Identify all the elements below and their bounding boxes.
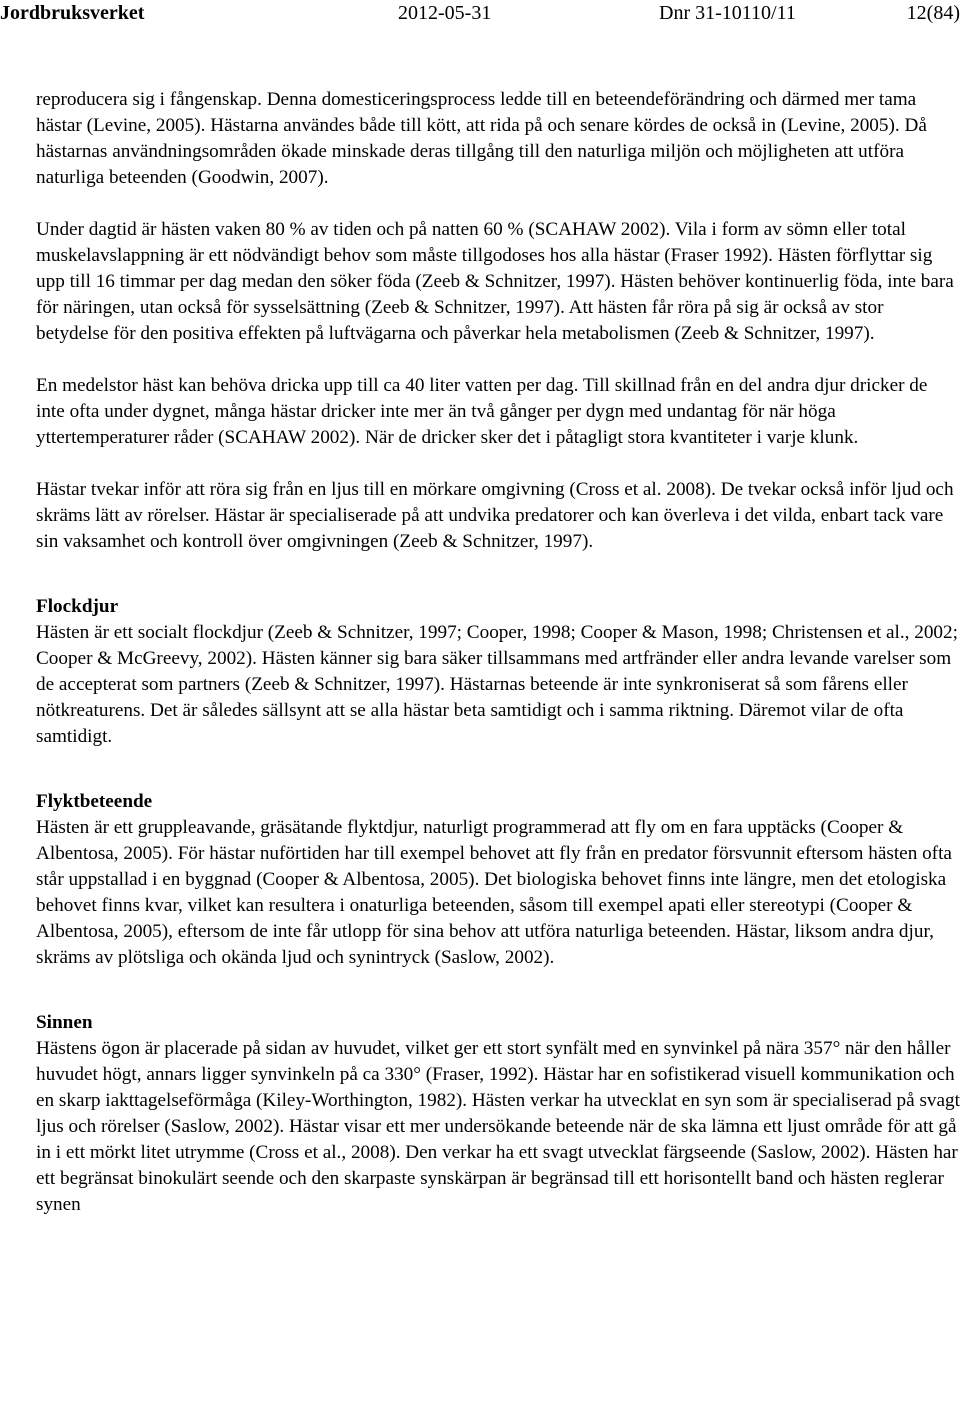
section-text-flockdjur: Hästen är ett socialt flockdjur (Zeeb & Schnitzer, 1997; Cooper, 1998; Cooper & Mason, 1998; Christensen et al., 2002; Cooper & McGreevy, 2002). Hästen känner sig bara säker tillsammans med artfränder eller andra levande varelser som de accepterat som partners (Zeeb & Schnitzer, 1997). Hästarnas beteende är inte synkroniserat så som fårens eller nötkreaturens. Det är således sällsynt att se alla hästar beta samtidigt och i samma riktning. Däremot vilar de ofta samtidigt. [36,622,958,747]
section-heading-sinnen: Sinnen [36,1012,93,1033]
paragraph-domestication: reproducera sig i fångenskap. Denna domesticeringsprocess ledde till en beteendeförändring och därmed mer tama hästar (Levine, 2005). Hästarna användes både till kött, att rida på och senare kördes de också in (Levine, 2005). Då hästarnas användningsområden ökade minskade deras tillgång till den naturliga miljön och möjligheten att utföra naturliga beteenden (Goodwin, 2007). [36,89,927,188]
section-heading-flyktbeteende: Flyktbeteende [36,791,153,812]
header-date: 2012-05-31 [398,2,492,24]
document-body [36,87,960,1218]
section-flyktbeteende [36,789,960,971]
paragraph-vigilance: Hästar tvekar inför att röra sig från en ljus till en mörkare omgivning (Cross et al. 2008). De tvekar också inför ljud och skräms lätt av rörelser. Hästar är specialiserade på att undvika predatorer och kan överleva i det vilda, enbart tack vare sin vaksamhet och kontroll över omgivningen (Zeeb & Schnitzer, 1997). [36,479,954,552]
page-header [0,0,960,28]
section-text-sinnen: Hästens ögon är placerade på sidan av huvudet, vilket ger ett stort synfält med en synvinkel på nära 357° när den håller huvudet högt, annars ligger synvinkeln på ca 330° (Fraser, 1992). Hästar har en sofistikerad visuell kommunikation och en skarp iakttagelseförmåga (Kiley-Worthington, 1982). Hästen verkar ha utvecklat en syn som är specialiserad på svagt ljus och rörelser (Saslow, 2002). Hästar visar ett mer undersökande beteende när de ska lämna ett ljust område för att gå in i ett mörkt litet utrymme (Cross et al., 2008). Den verkar ha ett svagt utvecklat färgseende (Saslow, 2002). Hästen har ett begränsat binokulärt seende och den skarpaste synskärpan är begränsad till ett horisontellt band och hästen reglerar synen [36,1038,960,1215]
header-document-number: Dnr 31-10110/11 [659,2,796,24]
header-page-number: 12(84) [906,2,960,24]
section-sinnen [36,1010,960,1218]
section-flockdjur [36,594,960,750]
section-text-flyktbeteende: Hästen är ett gruppleavande, gräsätande flyktdjur, naturligt programmerad att fly om en fara upptäcks (Cooper & Albentosa, 2005). För hästar nuförtiden har till exempel behovet att fly från en predator försvunnit eftersom hästen ofta står uppstallad i en byggnad (Cooper & Albentosa, 2005). Det biologiska behovet finns inte längre, men det etologiska behovet finns kvar, vilket kan resultera i onaturliga beteenden, såsom till exempel apati eller stereotypi (Cooper & Albentosa, 2005), eftersom de inte får utlopp för sina behov att utföra naturliga beteenden. Hästar, liksom andra djur, skräms av plötsliga och okända ljud och synintryck (Saslow, 2002). [36,817,952,968]
header-organization: Jordbruksverket [0,2,145,24]
paragraph-rest-activity: Under dagtid är hästen vaken 80 % av tiden och på natten 60 % (SCAHAW 2002). Vila i form av sömn eller total muskelavslappning är ett nödvändigt behov som måste tillgodoses hos alla hästar (Fraser 1992). Hästen förflyttar sig upp till 16 timmar per dag medan den söker föda (Zeeb & Schnitzer, 1997). Hästen behöver kontinuerlig föda, inte bara för näringen, utan också för sysselsättning (Zeeb & Schnitzer, 1997). Att hästen får röra på sig är också av stor betydelse för den positiva effekten på luftvägarna och påverkar hela metabolismen (Zeeb & Schnitzer, 1997). [36,219,954,344]
section-heading-flockdjur: Flockdjur [36,596,119,617]
paragraph-drinking: En medelstor häst kan behöva dricka upp till ca 40 liter vatten per dag. Till skillnad från en del andra djur dricker de inte ofta under dygnet, många hästar dricker inte mer än två gånger per dygn med undantag för när höga yttertemperaturer råder (SCAHAW 2002). När de dricker sker det i påtagligt stora kvantiteter i varje klunk. [36,375,928,448]
